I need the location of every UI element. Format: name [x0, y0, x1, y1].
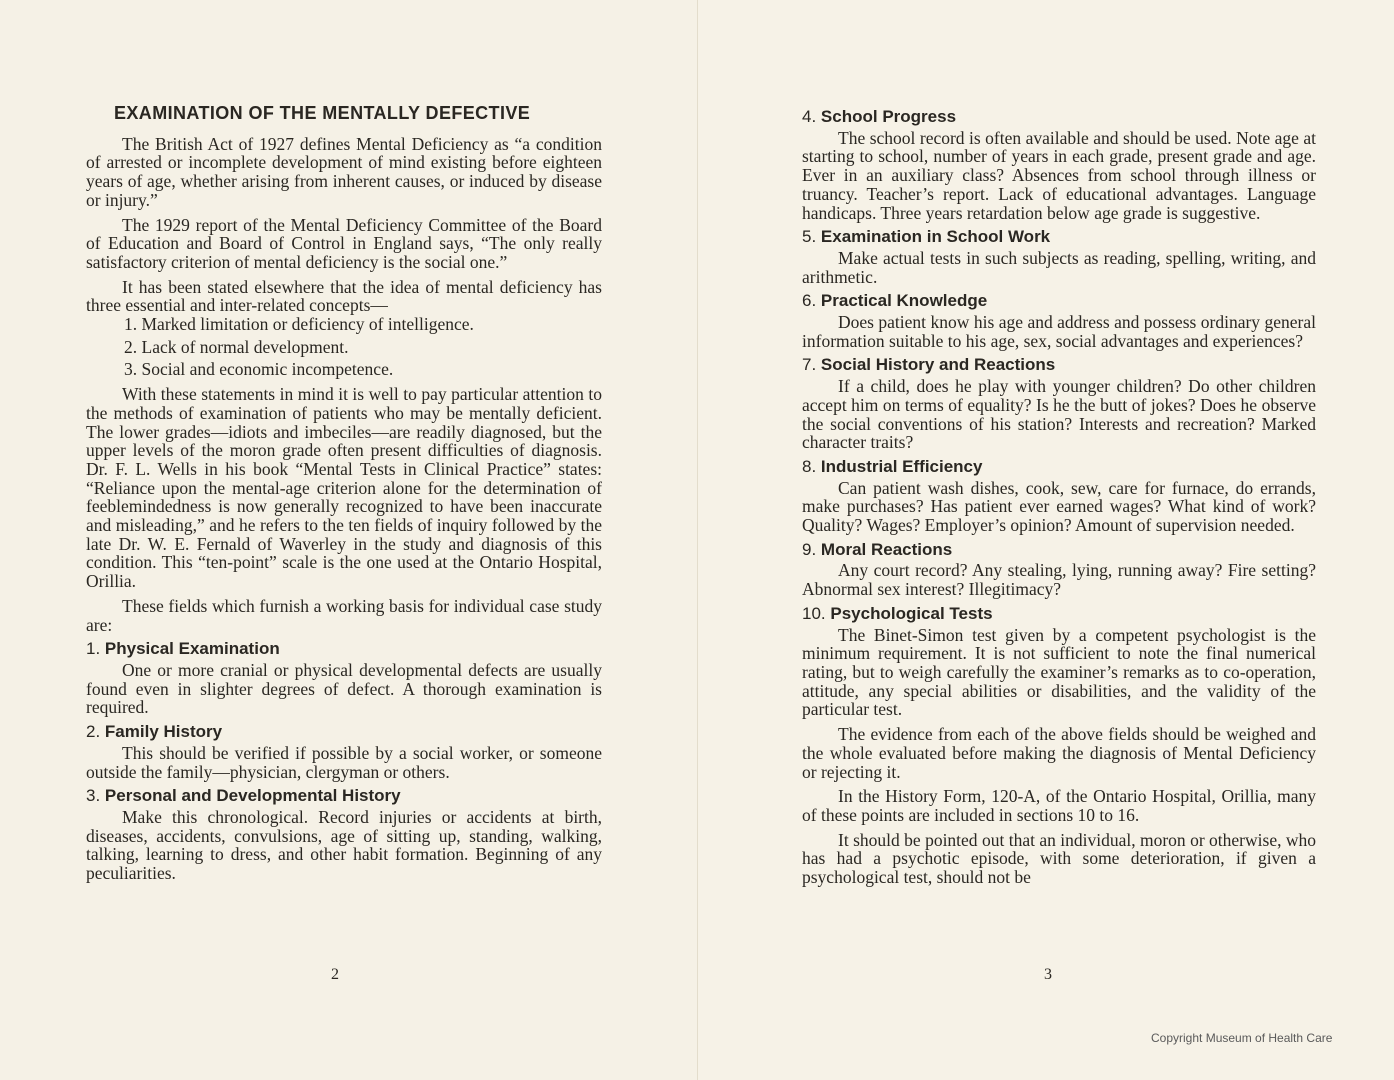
paragraph-history-form: In the History Form, 120-A, of the Ontario Hospital, Orillia, many of these points are included in sections 10 to 16. [802, 786, 1316, 825]
copyright-notice: Copyright Museum of Health Care [1151, 1031, 1333, 1045]
section-title: Moral Reactions [820, 539, 953, 559]
section-number: 7. [802, 355, 817, 375]
section-title: Personal and Developmental History [104, 786, 401, 806]
paragraph-psychotic-episode: It should be pointed out that an individual, moron or otherwise, who has had a psychotic episode, with some deterioration, if given a psychological test, should not be [802, 829, 1316, 888]
concept-item: 2. Lack of normal development. [124, 336, 349, 357]
page-number: 3 [1044, 966, 1052, 983]
concepts-list [124, 315, 602, 379]
section-number: 1. [86, 639, 101, 659]
section-number: 6. [802, 291, 817, 311]
section-text: Make actual tests in such subjects as reading, spelling, writing, and arithmetic. [802, 247, 1316, 287]
page-title: EXAMINATION OF THE MENTALLY DEFECTIVE [114, 103, 531, 123]
section-title: Physical Examination [104, 639, 280, 659]
section-title: Practical Knowledge [820, 291, 988, 311]
paragraph-1929-report: The 1929 report of the Mental Deficiency Committee of the Board of Education and Board of Control in England says, “The only really satisfactory criterion of mental deficiency is the social one.” [86, 214, 602, 272]
section-heading [86, 787, 602, 806]
section-number: 4. [802, 107, 817, 126]
concept-item: 1. Marked limitation or deficiency of intelligence. [124, 314, 474, 335]
section-heading [802, 108, 1316, 127]
paragraph-british-act: The British Act of 1927 defines Mental Deficiency as “a condition of arrested or incomplete development of mind existing before eighteen years of age, whether arising from inherent causes, or induced by disease or injury.” [86, 133, 602, 210]
section-text: Can patient wash dishes, cook, sew, care for furnace, do errands, make purchases? Has patient ever earned wages? What kind of work? Quality? Wages? Employer’s opinion? Amount of supervision needed. [802, 477, 1316, 536]
concept-item: 3. Social and economic incompetence. [124, 359, 394, 380]
left-column [86, 104, 602, 889]
paragraph-evidence: The evidence from each of the above fields should be weighed and the whole evaluated before making the diagnosis of Mental Deficiency or rejecting it. [802, 724, 1316, 782]
section-heading [86, 640, 602, 659]
section-text: The school record is often available and should be used. Note age at starting to school, number of years in each grade, present grade and age. Ever in an auxiliary class? Absences from school through illness or truancy. Teacher’s report. Lack of educational advantages. Language handicaps. Three years retardation below age grade is suggestive. [802, 127, 1316, 223]
section-heading [802, 458, 1316, 477]
section-title: Industrial Efficiency [820, 456, 983, 476]
paragraph-concepts-intro: It has been stated elsewhere that the idea of mental deficiency has three essential and inter-related concepts— [86, 276, 602, 316]
section-title: School Progress [820, 107, 957, 126]
section-heading [86, 723, 602, 742]
section-heading [802, 228, 1316, 247]
section-number: 2. [86, 722, 101, 742]
section-number: 8. [802, 456, 817, 476]
section-heading [802, 605, 1316, 624]
section-title: Examination in School Work [820, 227, 1051, 247]
section-text: If a child, does he play with younger children? Do other children accept him on terms of equality? Is he the butt of jokes? Does he observe the social conventions of his station? Interests and recreation? Marked character traits? [802, 376, 1316, 453]
section-text: Does patient know his age and address and possess ordinary general information suitable to his age, sex, social advantages and experiences? [802, 312, 1316, 351]
section-text: The Binet-Simon test given by a competent psychologist is the minimum requirement. It is not sufficient to note the final numerical rating, but to weigh carefully the examiner’s remarks as to co-operation, attitude, any special abilities or disabilities, and the validity of the particular test. [802, 624, 1316, 720]
paragraph-statements: With these statements in mind it is well to pay particular attention to the methods of examination of patients who may be mentally deficient. The lower grades—idiots and imbeciles—are readily diagnosed, but the upper levels of the moron grade often present difficulties of diagnosis. Dr. F. L. Wells in his book “Mental Tests in Clinical Practice” states: “Reliance upon the mental-age criterion alone for the determination of feeblemindedness is now generally recognized to have been inaccurate and misleading,” and he refers to the ten fields of inquiry followed by the late Dr. W. E. Fernald of Waverley in the study and diagnosis of this condition. This “ten-point” scale is the one used at the Ontario Hospital, Orillia. [86, 384, 602, 592]
section-text: This should be verified if possible by a social worker, or someone outside the family—physician, clergyman or others. [86, 742, 602, 782]
section-text: One or more cranial or physical developmental defects are usually found even in slighter degrees of defect. A thorough examination is required. [86, 659, 602, 718]
section-number: 10. [802, 603, 826, 623]
page-number: 2 [331, 966, 339, 983]
right-column [802, 104, 1316, 893]
right-page [698, 0, 1394, 1080]
section-title: Family History [104, 722, 223, 742]
section-number: 3. [86, 786, 101, 806]
section-number: 5. [802, 227, 817, 247]
section-title: Social History and Reactions [820, 355, 1056, 375]
section-heading [802, 541, 1316, 560]
section-heading [802, 292, 1316, 311]
section-heading [802, 356, 1316, 375]
section-number: 9. [802, 539, 817, 559]
section-text: Make this chronological. Record injuries or accidents at birth, diseases, accidents, convulsions, age of sitting up, standing, walking, talking, learning to dress, and other habit formation. Beginning of any peculiarities. [86, 806, 602, 884]
section-text: Any court record? Any stealing, lying, running away? Fire setting? Abnormal sex interest? Illegitimacy? [802, 560, 1316, 600]
paragraph-fields-intro: These fields which furnish a working basis for individual case study are: [86, 595, 602, 635]
section-title: Psychological Tests [830, 603, 993, 623]
